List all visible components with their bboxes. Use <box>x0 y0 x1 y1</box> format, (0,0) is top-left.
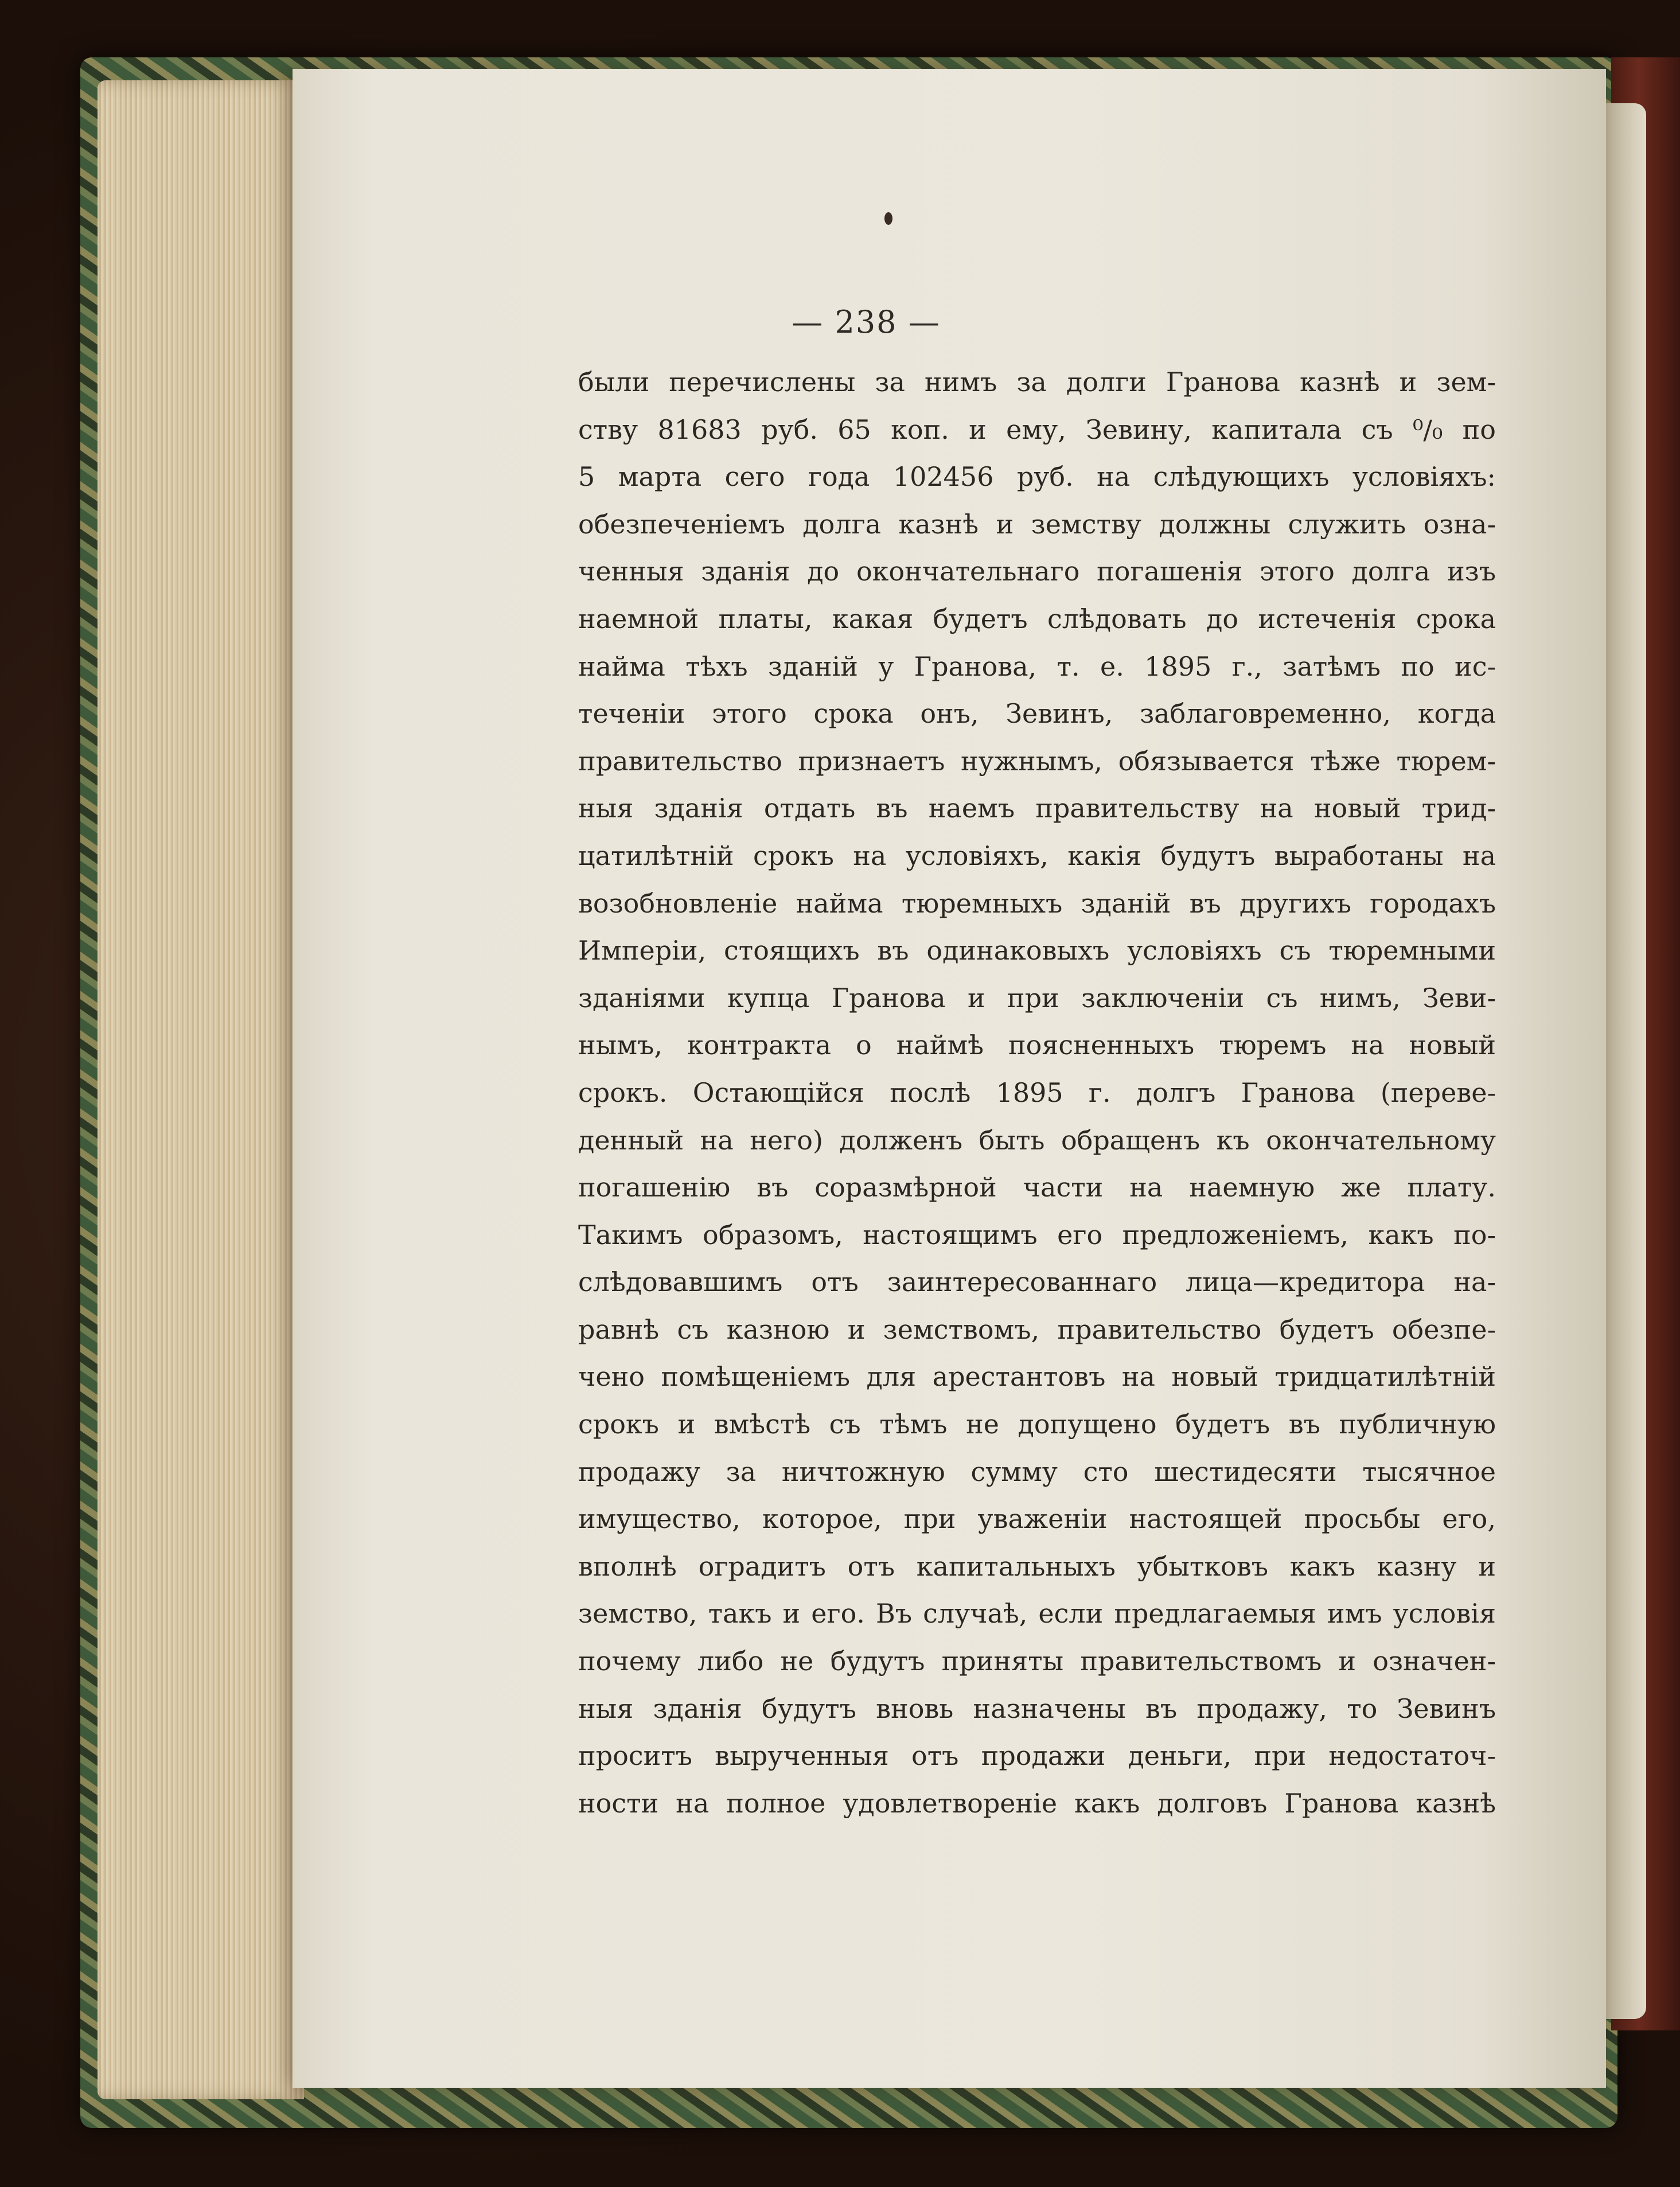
page-number: — 238 — <box>792 304 941 340</box>
text-line: продажу за ничтожную сумму сто шестидесяти тысячное <box>578 1456 1496 1487</box>
text-line: цатилѣтній срокъ на условіяхъ, какія будутъ выработаны на <box>578 840 1496 871</box>
text-line: равнѣ съ казною и земствомъ, правительство будетъ обезпе- <box>578 1313 1496 1345</box>
text-line: возобновленіе найма тюремныхъ зданій въ другихъ городахъ <box>578 887 1496 919</box>
text-line: нымъ, контракта о наймѣ поясненныхъ тюремъ на новый <box>578 1030 1496 1061</box>
ink-speck <box>884 212 892 225</box>
text-line: найма тѣхъ зданій у Гранова, т. е. 1895 г., затѣмъ по ис- <box>578 650 1496 682</box>
text-line: вполнѣ оградитъ отъ капитальныхъ убытковъ какъ казну и <box>578 1550 1496 1582</box>
text-line: Такимъ образомъ, настоящимъ его предложеніемъ, какъ по- <box>578 1219 1496 1250</box>
text-line: денный на него) долженъ быть обращенъ къ окончательному <box>578 1124 1496 1156</box>
text-line: земство, такъ и его. Въ случаѣ, если предлагаемыя имъ условія <box>578 1598 1496 1629</box>
text-line: обезпеченіемъ долга казнѣ и земству должны служить озна- <box>578 508 1496 540</box>
text-line: чено помѣщеніемъ для арестантовъ на новый тридцатилѣтній <box>578 1361 1496 1393</box>
page-stack-edges <box>98 80 304 2099</box>
text-line: погашенію въ соразмѣрной части на наемную же плату. <box>578 1172 1496 1203</box>
text-line: срокъ. Остающійся послѣ 1895 г. долгъ Гранова (переве- <box>578 1077 1496 1108</box>
text-line: проситъ вырученныя отъ продажи деньги, при недостаточ- <box>578 1740 1496 1772</box>
text-line: ныя зданія будутъ вновь назначены въ продажу, то Зевинъ <box>578 1693 1496 1724</box>
text-line: ныя зданія отдать въ наемъ правительству на новый трид- <box>578 793 1496 824</box>
text-line: слѣдовавшимъ отъ заинтересованнаго лица—кредитора на- <box>578 1266 1496 1298</box>
facing-page-edge <box>1606 103 1646 2019</box>
text-line: срокъ и вмѣстѣ съ тѣмъ не допущено будетъ въ публичную <box>578 1409 1496 1440</box>
text-line: ченныя зданія до окончательнаго погашенія этого долга изъ <box>578 556 1496 587</box>
text-line: Имперіи, стоящихъ въ одинаковыхъ условіяхъ съ тюремными <box>578 935 1496 966</box>
text-line: зданіями купца Гранова и при заключеніи съ нимъ, Зеви- <box>578 982 1496 1013</box>
text-line: 5 марта сего года 102456 руб. на слѣдующихъ условіяхъ: <box>578 461 1496 493</box>
text-line: имущество, которое, при уваженіи настоящей просьбы его, <box>578 1503 1496 1535</box>
text-line: были перечислены за нимъ за долги Гранова казнѣ и зем- <box>578 367 1496 397</box>
text-line: теченіи этого срока онъ, Зевинъ, заблаговременно, когда <box>578 698 1496 730</box>
text-line: почему либо не будутъ приняты правительствомъ и означен- <box>578 1646 1496 1677</box>
page-text <box>578 358 1496 1827</box>
text-line: наемной платы, какая будетъ слѣдовать до истеченія срока <box>578 603 1496 634</box>
text-line: ности на полное удовлетвореніе какъ долговъ Гранова казнѣ <box>578 1787 1496 1819</box>
text-line: правительство признаетъ нужнымъ, обязывается тѣже тюрем- <box>578 745 1496 777</box>
text-line: ству 81683 руб. 65 коп. и ему, Зевину, капитала съ ⁰/₀ по <box>578 414 1496 445</box>
